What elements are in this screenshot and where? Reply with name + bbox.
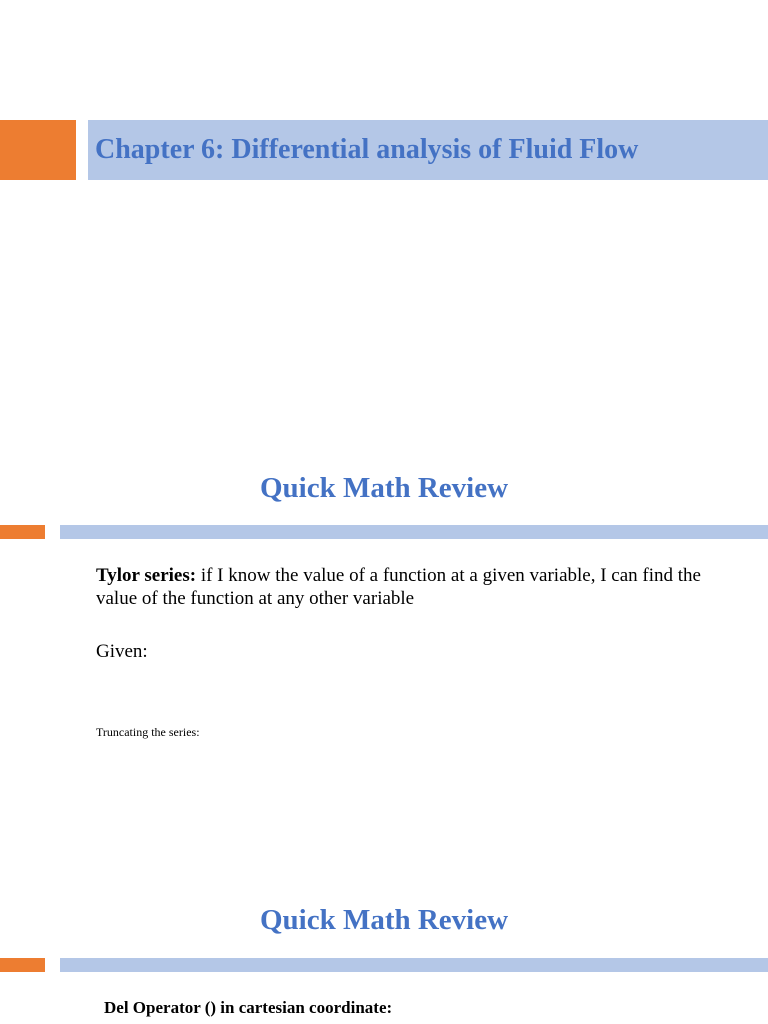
given-label: Given: xyxy=(96,641,148,662)
slide3-divider-bar xyxy=(60,958,768,972)
del-operator-heading: Del Operator () in cartesian coordinate: xyxy=(104,998,393,1017)
tylor-series-paragraph xyxy=(96,564,716,610)
review-title-2: Quick Math Review xyxy=(259,904,509,936)
slide3-accent-block xyxy=(0,958,45,972)
tylor-series-text: if I know the value of a function at a given variable, I can find the value of the function at any other variable xyxy=(96,565,701,609)
truncating-label: Truncating the series: xyxy=(96,725,200,739)
slide2-accent-block xyxy=(0,525,45,539)
review-title-1: Quick Math Review xyxy=(259,472,509,504)
slide1-accent-block xyxy=(0,120,76,180)
chapter-title: Chapter 6: Differential analysis of Fluid Flow xyxy=(95,134,639,165)
tylor-series-label: Tylor series: xyxy=(96,565,197,586)
slide2-divider-bar xyxy=(60,525,768,539)
